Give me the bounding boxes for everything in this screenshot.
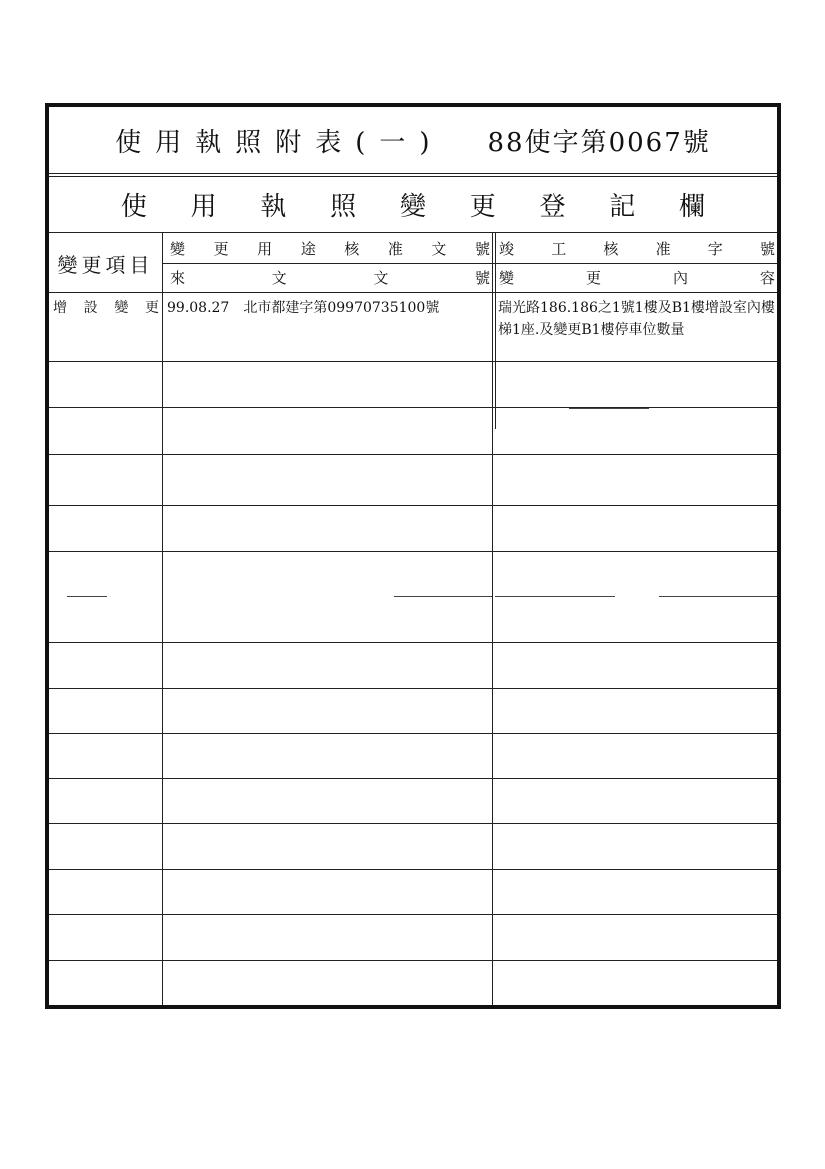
header-change-item: 變更項目 bbox=[57, 252, 154, 277]
header-char: 更 bbox=[213, 239, 229, 258]
row1-change-item bbox=[53, 297, 159, 319]
header-char: 途 bbox=[300, 239, 316, 258]
row-line bbox=[49, 361, 777, 362]
header-completion-top bbox=[495, 235, 777, 261]
header-char: 核 bbox=[344, 239, 360, 258]
header-approval-top bbox=[166, 235, 492, 261]
section-title-char: 記 bbox=[609, 192, 636, 222]
row-line bbox=[49, 407, 777, 408]
scan-artifact-line bbox=[495, 596, 615, 597]
header-approval-bottom bbox=[166, 264, 492, 290]
scan-artifact-line bbox=[67, 596, 107, 597]
title-divider-1 bbox=[49, 173, 777, 174]
row1-document-number: 99.08.27 北市都建字第09970735100號 bbox=[167, 300, 440, 316]
row-line bbox=[49, 914, 777, 915]
row1-item-char: 設 bbox=[83, 300, 98, 316]
section-title-char: 更 bbox=[469, 192, 496, 222]
header-char: 來 bbox=[170, 268, 186, 287]
header-bottom-line bbox=[49, 292, 777, 293]
row-line bbox=[49, 642, 777, 643]
row-line bbox=[49, 454, 777, 455]
row-line bbox=[49, 960, 777, 961]
header-char: 工 bbox=[551, 239, 567, 258]
header-char: 容 bbox=[759, 268, 775, 287]
row-line bbox=[49, 823, 777, 824]
row1-item-char: 增 bbox=[53, 300, 67, 316]
header-char: 文 bbox=[431, 239, 447, 258]
header-char: 文 bbox=[271, 268, 287, 287]
section-title-char: 照 bbox=[330, 192, 357, 222]
header-char: 變 bbox=[499, 268, 515, 287]
license-number: 88使字第0067號 bbox=[487, 127, 711, 158]
section-title-char: 變 bbox=[399, 192, 426, 222]
section-title-char: 執 bbox=[260, 192, 287, 222]
header-content-bottom bbox=[495, 264, 777, 290]
header-char: 核 bbox=[603, 239, 619, 258]
scan-artifact-line bbox=[659, 596, 777, 597]
header-char: 准 bbox=[387, 239, 403, 258]
column-divider-2b bbox=[495, 232, 496, 429]
header-char: 用 bbox=[257, 239, 273, 258]
section-title-char: 使 bbox=[120, 192, 147, 222]
section-title-char: 欄 bbox=[679, 192, 706, 222]
title-main: 使用執照附表(一) bbox=[115, 127, 444, 158]
scan-artifact-line bbox=[569, 408, 649, 409]
row-line bbox=[49, 505, 777, 506]
row-line bbox=[49, 778, 777, 779]
header-char: 號 bbox=[474, 268, 490, 287]
scan-artifact-line bbox=[394, 596, 492, 597]
header-char: 號 bbox=[474, 239, 490, 258]
row-line bbox=[49, 869, 777, 870]
header-char: 更 bbox=[585, 268, 601, 287]
column-divider-2 bbox=[492, 232, 493, 1005]
header-char: 准 bbox=[655, 239, 671, 258]
section-title-char: 登 bbox=[539, 192, 566, 222]
license-change-form bbox=[45, 103, 781, 1009]
header-char: 內 bbox=[672, 268, 688, 287]
section-title-char: 用 bbox=[190, 192, 217, 222]
row-line bbox=[49, 551, 777, 552]
row-line bbox=[49, 688, 777, 689]
row1-change-content: 瑞光路186.186之1號1樓及B1樓增設室內樓梯1座.及變更B1樓停車位數量 bbox=[498, 300, 775, 338]
header-char: 變 bbox=[170, 239, 186, 258]
section-divider bbox=[49, 232, 777, 233]
row-line bbox=[49, 733, 777, 734]
row1-item-char: 更 bbox=[144, 300, 159, 316]
row1-item-char: 變 bbox=[114, 300, 129, 316]
header-char: 竣 bbox=[499, 239, 515, 258]
header-char: 字 bbox=[707, 239, 723, 258]
column-divider-1 bbox=[162, 232, 163, 1005]
header-char: 文 bbox=[373, 268, 389, 287]
header-char: 號 bbox=[759, 239, 775, 258]
header-mid-line bbox=[162, 263, 777, 264]
form-title bbox=[49, 107, 777, 173]
section-title bbox=[49, 177, 777, 232]
